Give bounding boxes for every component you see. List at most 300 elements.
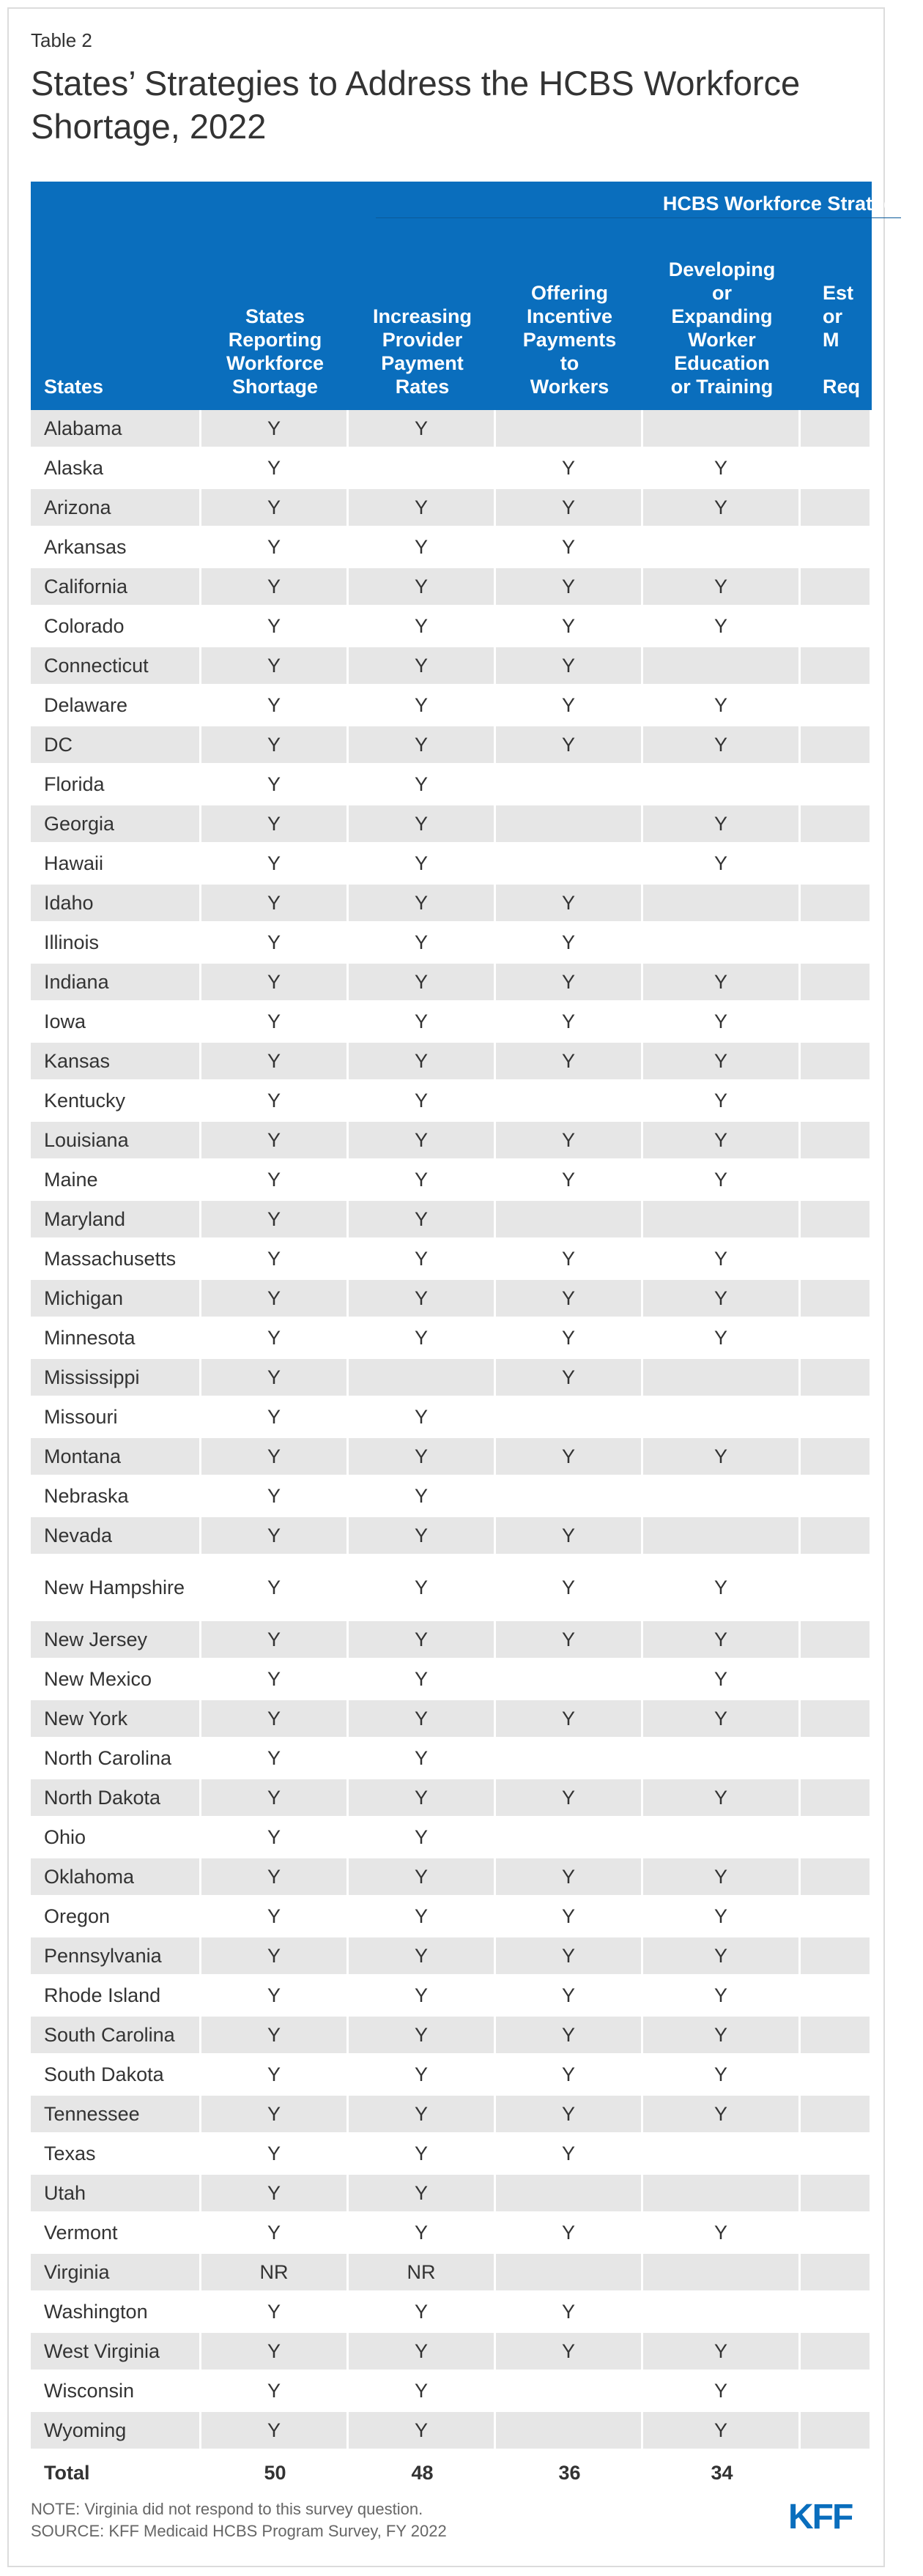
strategy-cell: Y: [349, 1280, 496, 1319]
strategy-cell: Y: [201, 1122, 349, 1161]
strategy-cell: [496, 845, 643, 885]
strategy-cell: Y: [349, 1161, 496, 1201]
strategy-cell: Y: [496, 2135, 643, 2175]
strategy-cell: Y: [496, 568, 643, 608]
strategy-cell: Y: [201, 647, 349, 687]
strategy-cell: Y: [349, 885, 496, 924]
strategy-cell: [496, 1661, 643, 1700]
strategy-cell: [496, 1399, 643, 1438]
strategy-cell: Y: [496, 2017, 643, 2056]
truncated-cell: [801, 2254, 872, 2293]
strategy-cell: Y: [349, 1740, 496, 1779]
table-row: [31, 2096, 872, 2135]
strategy-cell: Y: [643, 1082, 801, 1122]
state-name: Utah: [31, 2175, 201, 2214]
strategy-cell: [496, 2175, 643, 2214]
state-name: Delaware: [31, 687, 201, 726]
strategy-cell: Y: [201, 1819, 349, 1858]
strategy-cell: Y: [496, 1621, 643, 1661]
strategy-cell: Y: [349, 2175, 496, 2214]
total-row: [31, 2452, 872, 2494]
state-name: Oklahoma: [31, 1858, 201, 1898]
strategy-cell: Y: [349, 1082, 496, 1122]
truncated-cell: [801, 1977, 872, 2017]
strategy-cell: Y: [643, 608, 801, 647]
state-name: South Carolina: [31, 2017, 201, 2056]
truncated-cell: [801, 2372, 872, 2412]
strategy-cell: Y: [643, 1898, 801, 1937]
state-name: Kansas: [31, 1043, 201, 1082]
strategy-cell: Y: [496, 1858, 643, 1898]
state-name: Michigan: [31, 1280, 201, 1319]
strategy-cell: Y: [496, 1438, 643, 1478]
strategy-cell: NR: [349, 2254, 496, 2293]
strategy-cell: [643, 1517, 801, 1557]
state-name: Colorado: [31, 608, 201, 647]
state-name: Louisiana: [31, 1122, 201, 1161]
table-row: [31, 1779, 872, 1819]
table-row: [31, 2293, 872, 2333]
strategy-cell: Y: [496, 885, 643, 924]
header-line: Worker: [688, 329, 756, 351]
strategy-cell: Y: [643, 568, 801, 608]
strategy-cell: Y: [496, 2293, 643, 2333]
strategy-cell: [349, 1359, 496, 1399]
strategy-cell: Y: [496, 726, 643, 766]
truncated-cell: [801, 1700, 872, 1740]
table-row: [31, 608, 872, 647]
column-header-truncated: [801, 221, 872, 410]
state-name: Wyoming: [31, 2412, 201, 2452]
strategy-cell: Y: [496, 1122, 643, 1161]
truncated-cell: [801, 2017, 872, 2056]
strategy-cell: Y: [349, 687, 496, 726]
strategy-cell: Y: [643, 2017, 801, 2056]
strategy-cell: [643, 1819, 801, 1858]
strategy-cell: Y: [349, 1937, 496, 1977]
truncated-cell: [801, 687, 872, 726]
strategy-cell: Y: [349, 1478, 496, 1517]
strategy-cell: Y: [201, 766, 349, 805]
strategy-cell: Y: [201, 1240, 349, 1280]
table-row: [31, 885, 872, 924]
strategy-cell: Y: [201, 450, 349, 489]
state-name: Tennessee: [31, 2096, 201, 2135]
strategy-cell: Y: [643, 1240, 801, 1280]
strategy-cell: Y: [496, 1557, 643, 1621]
strategy-cell: Y: [643, 1937, 801, 1977]
state-name: Texas: [31, 2135, 201, 2175]
strategy-cell: Y: [349, 1700, 496, 1740]
strategy-cell: Y: [349, 1557, 496, 1621]
column-header-row: [31, 221, 872, 410]
strategy-cell: Y: [201, 687, 349, 726]
state-name: New Jersey: [31, 1621, 201, 1661]
strategy-cell: Y: [496, 647, 643, 687]
strategy-cell: [643, 1399, 801, 1438]
strategy-cell: [643, 2293, 801, 2333]
strategy-cell: Y: [201, 1661, 349, 1700]
strategy-cell: Y: [349, 1240, 496, 1280]
table-body: [31, 410, 872, 2494]
strategy-cell: Y: [643, 1977, 801, 2017]
strategy-cell: Y: [643, 1161, 801, 1201]
kff-logo: KFF: [788, 2498, 853, 2536]
state-name: Vermont: [31, 2214, 201, 2254]
table-row: [31, 845, 872, 885]
strategy-cell: Y: [643, 2214, 801, 2254]
strategy-cell: Y: [201, 1517, 349, 1557]
table-row: [31, 1478, 872, 1517]
strategy-cell: [349, 450, 496, 489]
strategy-cell: Y: [643, 687, 801, 726]
table-row: [31, 2135, 872, 2175]
strategy-cell: Y: [201, 1280, 349, 1319]
strategy-cell: Y: [349, 845, 496, 885]
table-row: [31, 647, 872, 687]
truncated-cell: [801, 2412, 872, 2452]
state-name: Maryland: [31, 1201, 201, 1240]
strategy-cell: Y: [643, 1122, 801, 1161]
strategy-cell: Y: [496, 2056, 643, 2096]
table-row: [31, 2412, 872, 2452]
truncated-cell: [801, 1621, 872, 1661]
strategy-cell: Y: [643, 1858, 801, 1898]
state-name: Alaska: [31, 450, 201, 489]
table-row: [31, 568, 872, 608]
strategy-cell: Y: [201, 1937, 349, 1977]
truncated-cell: [801, 1517, 872, 1557]
strategy-cell: Y: [201, 1478, 349, 1517]
truncated-cell: [801, 529, 872, 568]
header-line: M: [823, 329, 839, 351]
strategy-cell: Y: [201, 2175, 349, 2214]
state-name: Montana: [31, 1438, 201, 1478]
strategy-cell: Y: [496, 1319, 643, 1359]
strategy-cell: Y: [349, 2372, 496, 2412]
strategy-cell: [643, 529, 801, 568]
table-row: [31, 1319, 872, 1359]
state-name: Washington: [31, 2293, 201, 2333]
truncated-cell: [801, 489, 872, 529]
strategy-cell: Y: [201, 885, 349, 924]
strategy-cell: Y: [349, 1819, 496, 1858]
strategy-cell: Y: [496, 687, 643, 726]
strategy-cell: Y: [643, 1779, 801, 1819]
truncated-cell: [801, 845, 872, 885]
strategy-cell: Y: [496, 1937, 643, 1977]
strategy-cell: Y: [349, 1319, 496, 1359]
table-row: [31, 489, 872, 529]
source-text: SOURCE: KFF Medicaid HCBS Program Survey, FY 2022: [31, 2522, 447, 2540]
truncated-cell: [801, 1201, 872, 1240]
strategy-cell: Y: [496, 924, 643, 964]
table-row: [31, 1700, 872, 1740]
strategy-cell: [643, 2175, 801, 2214]
table-row: [31, 1240, 872, 1280]
strategy-cell: Y: [349, 529, 496, 568]
strategies-table: [31, 182, 923, 2494]
header-line: Offering: [531, 282, 608, 304]
strategy-cell: Y: [496, 1700, 643, 1740]
table-row: [31, 726, 872, 766]
strategy-cell: Y: [496, 2096, 643, 2135]
truncated-cell: [801, 1043, 872, 1082]
strategy-cell: Y: [496, 1240, 643, 1280]
strategy-cell: Y: [349, 2333, 496, 2372]
strategy-cell: [496, 805, 643, 845]
strategy-cell: Y: [201, 1399, 349, 1438]
table-row: [31, 2372, 872, 2412]
strategy-cell: Y: [643, 1621, 801, 1661]
strategy-cell: Y: [349, 2096, 496, 2135]
strategy-cell: Y: [349, 608, 496, 647]
truncated-cell: [801, 2293, 872, 2333]
truncated-cell: [801, 805, 872, 845]
truncated-cell: [801, 1478, 872, 1517]
truncated-cell: [801, 1161, 872, 1201]
strategy-cell: Y: [349, 964, 496, 1003]
truncated-cell: [801, 924, 872, 964]
table-label: Table 2: [31, 29, 92, 51]
total-value: 48: [411, 2461, 434, 2484]
state-name: Iowa: [31, 1003, 201, 1043]
strategy-cell: Y: [496, 1779, 643, 1819]
strategy-cell: Y: [643, 845, 801, 885]
strategy-cell: Y: [349, 924, 496, 964]
truncated-cell: [801, 450, 872, 489]
table-row: [31, 1201, 872, 1240]
column-header-incentive-payments: [496, 221, 643, 410]
strategy-cell: Y: [349, 1858, 496, 1898]
table-row: [31, 1359, 872, 1399]
truncated-cell: [801, 2135, 872, 2175]
state-name: New Mexico: [31, 1661, 201, 1700]
truncated-cell: [801, 726, 872, 766]
strategy-cell: [496, 2254, 643, 2293]
strategy-cell: [643, 924, 801, 964]
header-line: Developing: [668, 258, 776, 280]
truncated-cell: [801, 2056, 872, 2096]
state-name: Massachusetts: [31, 1240, 201, 1280]
state-name: Indiana: [31, 964, 201, 1003]
header-line: Education: [674, 352, 770, 374]
strategy-cell: Y: [349, 805, 496, 845]
strategy-cell: Y: [349, 1661, 496, 1700]
strategy-cell: Y: [643, 1280, 801, 1319]
strategy-cell: Y: [201, 529, 349, 568]
strategy-cell: Y: [643, 2096, 801, 2135]
strategy-cell: Y: [201, 1201, 349, 1240]
strategy-cell: Y: [349, 2214, 496, 2254]
state-name: Missouri: [31, 1399, 201, 1438]
state-name: California: [31, 568, 201, 608]
strategy-cell: Y: [201, 1858, 349, 1898]
group-header: [31, 182, 923, 221]
table-row: [31, 1399, 872, 1438]
header-line: Rates: [395, 376, 450, 398]
strategy-cell: [496, 1478, 643, 1517]
state-name: DC: [31, 726, 201, 766]
strategy-cell: Y: [201, 1621, 349, 1661]
total-value: 36: [558, 2461, 581, 2484]
column-header-education-training: [643, 221, 801, 410]
group-header-label: HCBS Workforce Strategies: [662, 193, 923, 215]
strategy-cell: Y: [643, 1700, 801, 1740]
strategy-cell: Y: [201, 1082, 349, 1122]
header-line: Provider: [382, 329, 463, 351]
strategy-cell: Y: [496, 1977, 643, 2017]
state-name: Maine: [31, 1161, 201, 1201]
state-name: Rhode Island: [31, 1977, 201, 2017]
state-name: Minnesota: [31, 1319, 201, 1359]
strategy-cell: Y: [201, 608, 349, 647]
table-row: [31, 1937, 872, 1977]
truncated-cell: [801, 1740, 872, 1779]
table-row: [31, 2214, 872, 2254]
header-line: or: [823, 305, 842, 327]
strategy-cell: [496, 1082, 643, 1122]
state-name: North Dakota: [31, 1779, 201, 1819]
state-name: Illinois: [31, 924, 201, 964]
strategy-cell: [643, 2254, 801, 2293]
strategy-cell: Y: [349, 1779, 496, 1819]
state-name: Florida: [31, 766, 201, 805]
strategy-cell: [643, 647, 801, 687]
header-line: Expanding: [671, 305, 773, 327]
table-row: [31, 450, 872, 489]
total-value: 34: [711, 2461, 733, 2484]
strategy-cell: Y: [643, 2333, 801, 2372]
truncated-cell: [801, 2214, 872, 2254]
truncated-cell: [801, 1280, 872, 1319]
strategy-cell: Y: [201, 805, 349, 845]
strategy-cell: Y: [496, 608, 643, 647]
strategy-cell: Y: [201, 2056, 349, 2096]
state-name: Arkansas: [31, 529, 201, 568]
truncated-cell: [801, 1779, 872, 1819]
strategy-cell: Y: [201, 1161, 349, 1201]
strategy-cell: Y: [349, 2412, 496, 2452]
strategy-cell: [643, 885, 801, 924]
strategy-cell: Y: [201, 489, 349, 529]
total-label: Total: [44, 2461, 90, 2484]
strategy-cell: Y: [643, 805, 801, 845]
strategy-cell: Y: [643, 2412, 801, 2452]
strategy-cell: Y: [349, 766, 496, 805]
strategy-cell: Y: [496, 1043, 643, 1082]
table-row: [31, 1621, 872, 1661]
strategy-cell: Y: [201, 1977, 349, 2017]
strategy-cell: Y: [643, 2056, 801, 2096]
strategy-cell: Y: [643, 1319, 801, 1359]
strategy-cell: [496, 766, 643, 805]
strategy-cell: Y: [349, 1621, 496, 1661]
group-header-rule: [376, 217, 901, 218]
header-line: Reporting: [228, 329, 322, 351]
strategy-cell: Y: [349, 1977, 496, 2017]
table-row: [31, 1898, 872, 1937]
column-header-payment-rates: [349, 221, 496, 410]
state-name: South Dakota: [31, 2056, 201, 2096]
strategy-cell: Y: [201, 1319, 349, 1359]
truncated-cell: [801, 1937, 872, 1977]
table-row: [31, 1082, 872, 1122]
header-line: Incentive: [526, 305, 613, 327]
strategy-cell: Y: [496, 2333, 643, 2372]
table-row: [31, 805, 872, 845]
table-row: [31, 2017, 872, 2056]
strategy-cell: Y: [643, 450, 801, 489]
header-line: or: [712, 282, 732, 304]
table-row: [31, 1517, 872, 1557]
page-title: States’ Strategies to Address the HCBS Workforce Shortage, 2022: [31, 64, 801, 146]
strategy-cell: Y: [349, 2056, 496, 2096]
truncated-cell: [801, 1122, 872, 1161]
truncated-cell: [801, 1359, 872, 1399]
table-row: [31, 964, 872, 1003]
state-name: Virginia: [31, 2254, 201, 2293]
state-name: Alabama: [31, 410, 201, 450]
strategy-cell: Y: [201, 2412, 349, 2452]
strategy-cell: Y: [643, 1043, 801, 1082]
strategy-cell: Y: [349, 2017, 496, 2056]
truncated-cell: [801, 1003, 872, 1043]
footnote: [31, 2498, 447, 2542]
strategy-cell: Y: [201, 2293, 349, 2333]
strategy-cell: Y: [349, 568, 496, 608]
table-row: [31, 1003, 872, 1043]
state-name: New Hampshire: [31, 1557, 201, 1621]
strategy-cell: Y: [349, 1898, 496, 1937]
truncated-cell: [801, 1319, 872, 1359]
strategy-cell: [496, 1201, 643, 1240]
truncated-cell: [801, 647, 872, 687]
state-name: Kentucky: [31, 1082, 201, 1122]
strategy-cell: Y: [496, 1898, 643, 1937]
strategy-cell: Y: [643, 964, 801, 1003]
table-row: [31, 1438, 872, 1478]
strategy-cell: [643, 1740, 801, 1779]
table-row: [31, 1557, 872, 1621]
state-name: Connecticut: [31, 647, 201, 687]
strategy-cell: Y: [201, 2017, 349, 2056]
strategy-cell: Y: [496, 2214, 643, 2254]
strategy-cell: Y: [349, 1122, 496, 1161]
table-row: [31, 1161, 872, 1201]
table-row: [31, 1740, 872, 1779]
note-text: NOTE: Virginia did not respond to this survey question.: [31, 2500, 423, 2518]
strategy-cell: Y: [643, 1557, 801, 1621]
header-line: Est: [823, 282, 854, 304]
strategy-cell: Y: [643, 1438, 801, 1478]
header-line: Workers: [530, 376, 609, 398]
table-row: [31, 1977, 872, 2017]
strategy-cell: Y: [201, 1700, 349, 1740]
strategy-cell: Y: [201, 2372, 349, 2412]
truncated-cell: [801, 1858, 872, 1898]
truncated-cell: [801, 2452, 872, 2494]
truncated-cell: [801, 410, 872, 450]
strategy-cell: Y: [643, 1661, 801, 1700]
truncated-cell: [801, 2096, 872, 2135]
state-name: Arizona: [31, 489, 201, 529]
truncated-cell: [801, 1661, 872, 1700]
state-name: Wisconsin: [31, 2372, 201, 2412]
truncated-cell: [801, 1082, 872, 1122]
table-card: [7, 7, 923, 2567]
strategy-cell: Y: [496, 450, 643, 489]
